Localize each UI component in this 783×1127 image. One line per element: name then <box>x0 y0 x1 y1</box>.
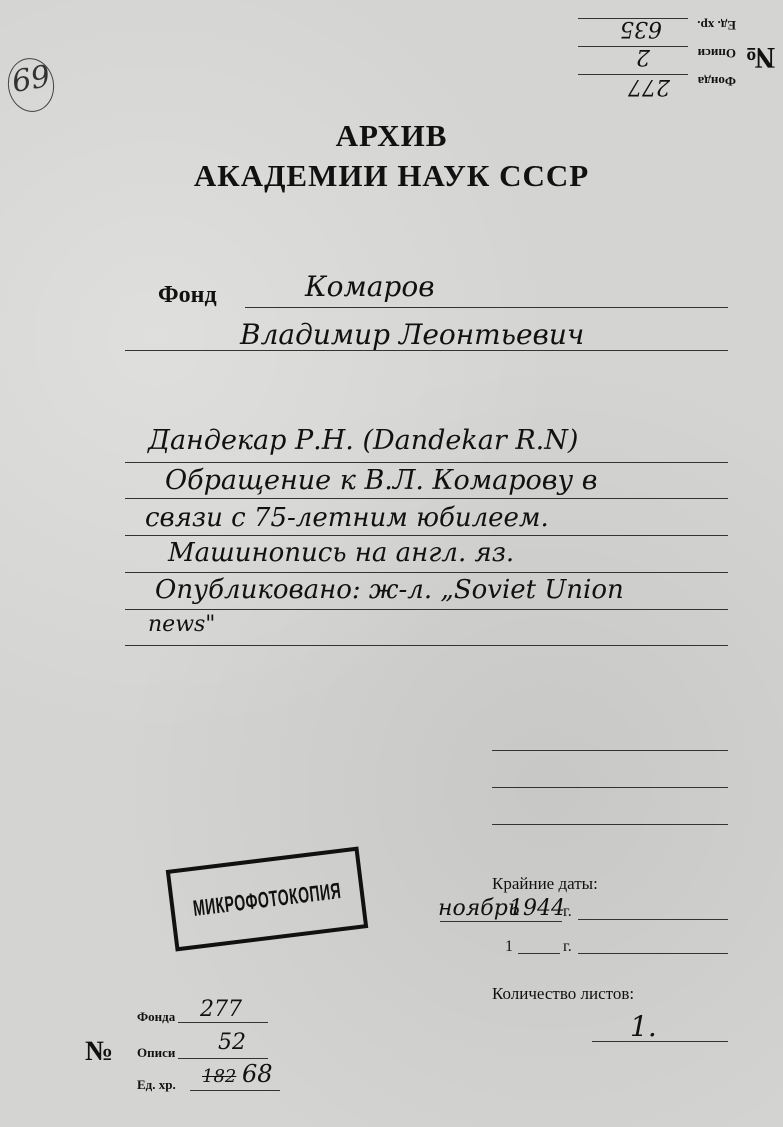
description-line-6: news" <box>148 612 216 637</box>
page-number: 69 <box>9 58 53 101</box>
corner-archive-id-block <box>575 10 780 105</box>
bottom-ed-label: Ед. хр. <box>137 1077 176 1092</box>
description-line-1: Дандекар Р.Н. (Dandekar R.N) <box>148 425 579 456</box>
microfilm-stamp-text: МИКРОФОТОКОПИЯ <box>191 877 343 921</box>
corner-opis-value: 2 <box>636 44 650 69</box>
bottom-fond-value: 277 <box>200 997 242 1022</box>
academy-title: АКАДЕМИИ НАУК СССР <box>193 158 590 193</box>
sheets-label: Количество листов: <box>492 984 635 1003</box>
dates-end-suffix: г. <box>563 938 572 955</box>
corner-ed-value: 635 <box>620 16 662 41</box>
dates-end-prefix: 1 <box>505 938 513 955</box>
bottom-fond-label: Фонда <box>137 1009 176 1024</box>
corner-fond-label: Фонда <box>697 74 736 89</box>
dates-start-prefix: ноябрь <box>438 896 520 921</box>
page-number-circle <box>4 54 59 115</box>
bottom-opis-value: 52 <box>218 1030 246 1055</box>
dates-start-value: 1944 <box>509 896 565 921</box>
description-line-2: Обращение к В.Л. Комарову в <box>165 465 598 496</box>
fond-name-line1: Комаров <box>305 270 435 303</box>
dates-label: Крайние даты: <box>492 874 598 893</box>
archive-title: АРХИВ <box>335 118 448 153</box>
description-line-3: связи с 75-летним юбилеем. <box>145 503 549 533</box>
corner-opis-label: Описи <box>697 46 736 61</box>
fond-label: Фонд <box>158 282 217 308</box>
corner-fond-value: 277 <box>628 74 670 99</box>
description-line-5: Опубликовано: ж-л. „Soviet Union <box>155 575 624 605</box>
corner-ed-label: Ед. хр. <box>697 18 736 33</box>
sheets-value: 1. <box>630 1010 657 1043</box>
description-line-4: Машинопись на англ. яз. <box>168 538 515 568</box>
corner-number-sign: № <box>744 41 776 75</box>
bottom-ed-crossed-value: 182 <box>202 1066 237 1087</box>
microfilm-stamp <box>166 846 369 951</box>
bottom-opis-label: Описи <box>137 1045 176 1060</box>
bottom-number-sign: № <box>85 1036 114 1067</box>
bottom-ed-value: 68 <box>242 1060 273 1088</box>
fond-name-line2: Владимир Леонтьевич <box>240 318 585 351</box>
dates-start-suffix: г. <box>563 903 572 920</box>
